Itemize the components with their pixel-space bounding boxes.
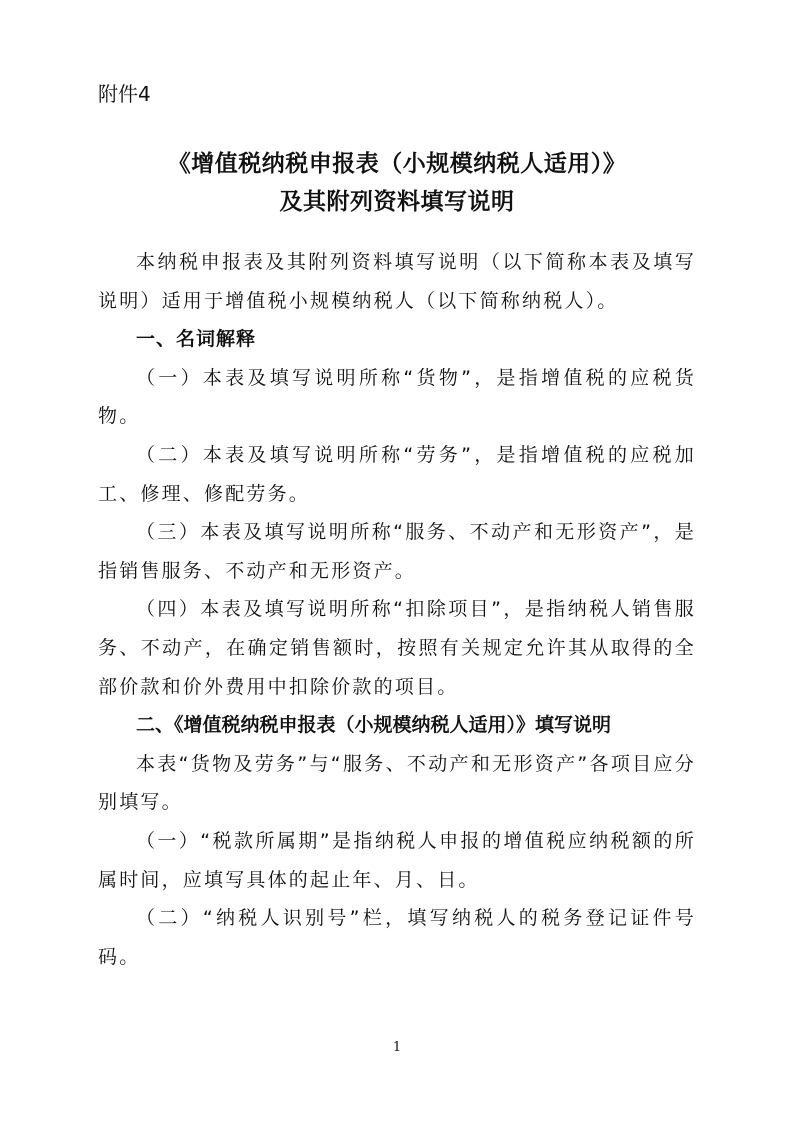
section-heading-definitions: 一、名词解释: [136, 328, 257, 351]
definition-goods: （一）本表及填写说明所称“货物”，是指增值税的应税货物。: [98, 366, 696, 428]
page-number: 1: [392, 1040, 402, 1055]
document-title: [0, 145, 794, 221]
instruction-tax-period: （一）“税款所属期”是指纳税人申报的增值税应纳税额的所属时间，应填写具体的起止年、月、日。: [98, 829, 696, 891]
definition-deduction-items: （四）本表及填写说明所称“扣除项目”，是指纳税人销售服务、不动产，在确定销售额时，按照有关规定允许其从取得的全部价款和价外费用中扣除价款的项目。: [98, 598, 696, 698]
title-line-2: 及其附列资料填写说明: [279, 189, 515, 215]
definition-services-labor: （二）本表及填写说明所称“劳务”，是指增值税的应税加工、修理、修配劳务。: [98, 443, 696, 505]
document-body: [98, 243, 696, 976]
instruction-taxpayer-id: （二）“纳税人识别号”栏，填写纳税人的税务登记证件号码。: [98, 907, 696, 968]
attachment-label: 附件4: [98, 82, 151, 106]
title-line-1: 《增值税纳税申报表（小规模纳税人适用）》: [167, 151, 627, 177]
section-heading-form-instructions: 二、《增值税纳税申报表（小规模纳税人适用）》填写说明: [136, 714, 612, 737]
intro-paragraph: 本纳税申报表及其附列资料填写说明（以下简称本表及填写说明）适用于增值税小规模纳税人（以下简称纳税人）。: [98, 251, 696, 312]
definition-services-property: （三）本表及填写说明所称“服务、不动产和无形资产”，是指销售服务、不动产和无形资产。: [98, 521, 696, 582]
instruction-separate-filling: 本表“货物及劳务”与“服务、不动产和无形资产”各项目应分别填写。: [98, 752, 696, 814]
